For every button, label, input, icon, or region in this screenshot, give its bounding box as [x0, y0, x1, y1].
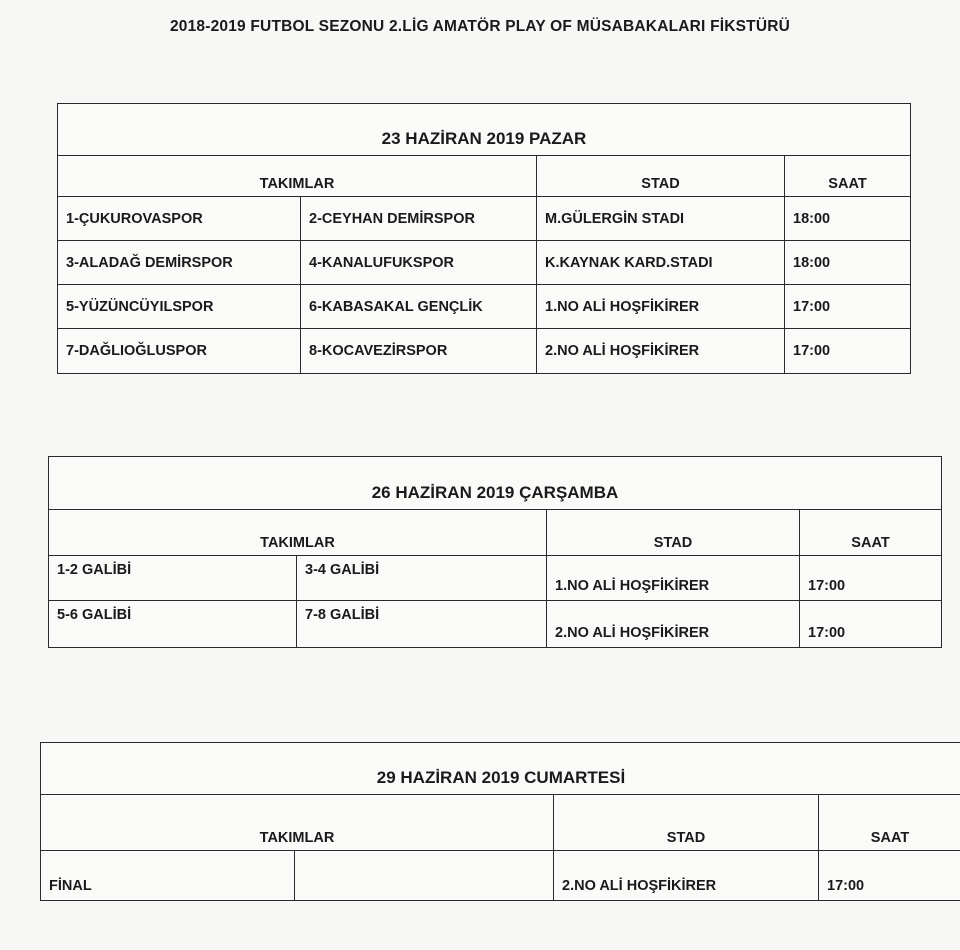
match-row [49, 556, 941, 601]
away-team: 8-KOCAVEZİRSPOR [301, 329, 537, 373]
away-team: 2-CEYHAN DEMİRSPOR [301, 197, 537, 240]
header-teams: TAKIMLAR [58, 156, 537, 196]
stadium: 1.NO ALİ HOŞFİKİRER [537, 285, 785, 328]
home-team: 7-DAĞLIOĞLUSPOR [58, 329, 301, 373]
stadium: 2.NO ALİ HOŞFİKİRER [547, 601, 800, 647]
home-team: 1-ÇUKUROVASPOR [58, 197, 301, 240]
header-row [49, 510, 941, 556]
header-teams: TAKIMLAR [41, 795, 554, 850]
match-row [58, 285, 910, 329]
header-time: SAAT [828, 176, 867, 192]
stadium: 2.NO ALİ HOŞFİKİRER [537, 329, 785, 373]
match-row [58, 329, 910, 373]
stadium: 2.NO ALİ HOŞFİKİRER [554, 851, 819, 900]
match-row [49, 601, 941, 647]
round-2-table [48, 456, 942, 648]
match-time: 17:00 [808, 625, 846, 641]
header-row [41, 795, 960, 851]
home-team: 5-6 GALİBİ [49, 601, 297, 647]
match-row [58, 241, 910, 285]
header-teams: TAKIMLAR [49, 510, 547, 555]
header-time: SAAT [851, 535, 890, 551]
match-time: 17:00 [827, 878, 865, 894]
match-time: 17:00 [793, 343, 831, 359]
round-date: 29 HAZİRAN 2019 CUMARTESİ [41, 743, 960, 795]
away-team: 4-KANALUFUKSPOR [301, 241, 537, 284]
home-team: 1-2 GALİBİ [49, 556, 297, 600]
round-date: 23 HAZİRAN 2019 PAZAR [58, 104, 910, 156]
final-label: FİNAL [41, 851, 295, 900]
header-row [58, 156, 910, 197]
home-team: 3-ALADAĞ DEMİRSPOR [58, 241, 301, 284]
round-date: 26 HAZİRAN 2019 ÇARŞAMBA [49, 457, 941, 510]
away-team: 3-4 GALİBİ [297, 556, 547, 600]
header-time: SAAT [870, 830, 910, 846]
match-time: 17:00 [793, 298, 831, 315]
away-team [295, 851, 554, 900]
round-3-table [40, 742, 960, 901]
match-time: 18:00 [793, 210, 831, 227]
round-1-table [57, 103, 911, 374]
stadium: K.KAYNAK KARD.STADI [537, 241, 785, 284]
match-row [41, 851, 960, 900]
match-row [58, 197, 910, 241]
match-time: 18:00 [793, 254, 831, 271]
header-stadium: STAD [547, 510, 800, 555]
away-team: 6-KABASAKAL GENÇLİK [301, 285, 537, 328]
home-team: 5-YÜZÜNCÜYILSPOR [58, 285, 301, 328]
header-stadium: STAD [537, 156, 785, 196]
document-title: 2018-2019 FUTBOL SEZONU 2.LİG AMATÖR PLAY OF MÜSABAKALARI FİKSTÜRÜ [169, 18, 791, 35]
header-stadium: STAD [554, 795, 819, 850]
stadium: M.GÜLERGİN STADI [537, 197, 785, 240]
stadium: 1.NO ALİ HOŞFİKİRER [547, 556, 800, 600]
away-team: 7-8 GALİBİ [297, 601, 547, 647]
match-time: 17:00 [808, 578, 846, 594]
